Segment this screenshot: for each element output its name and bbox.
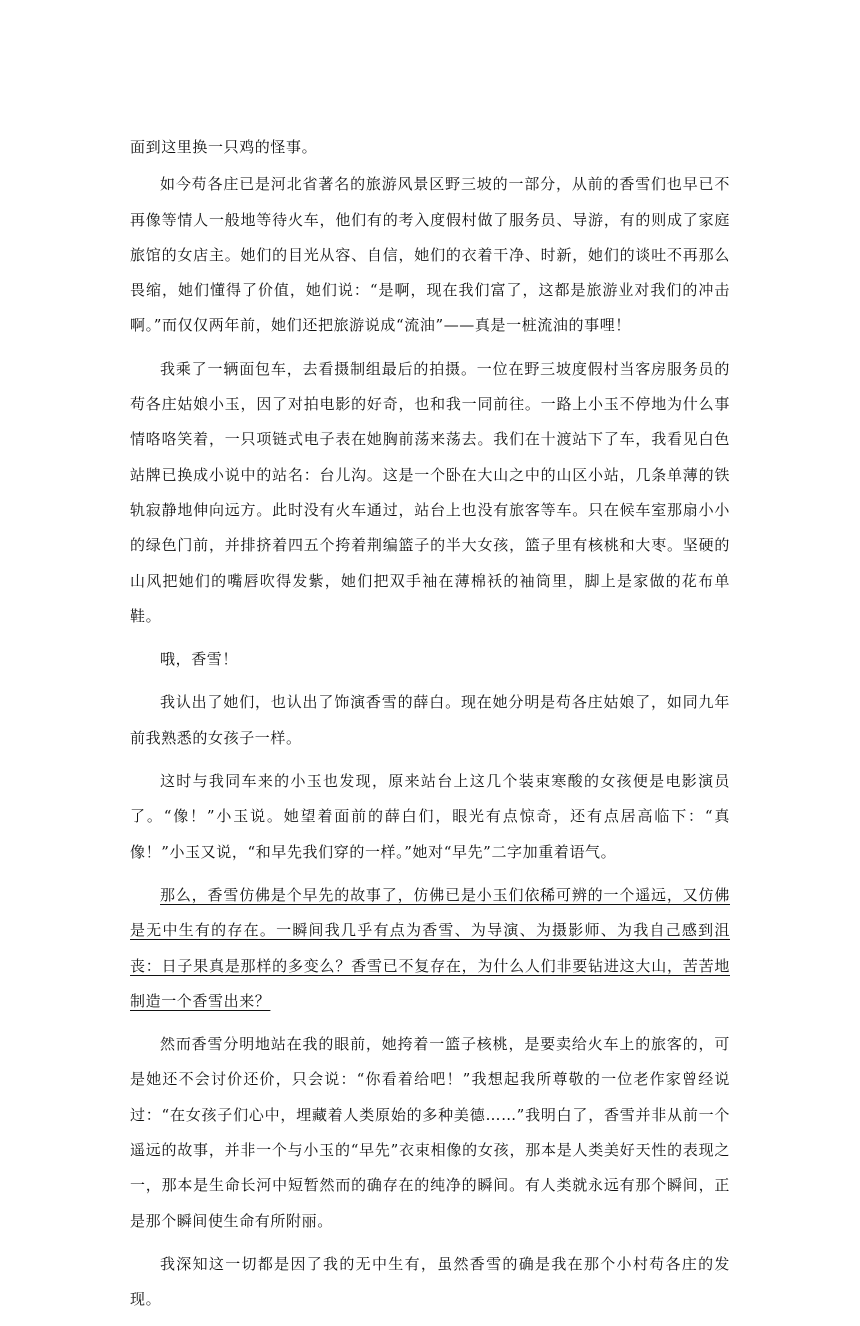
article-body (130, 130, 730, 1326)
paragraph-6-underlined (130, 878, 730, 1019)
paragraph-3: 哦，香雪！ (160, 650, 239, 669)
paragraph-1: 如今苟各庄已是河北省著名的旅游风景区野三坡的一部分，从前的香雪们也早已不再像等情人一般地等待火车，他们有的考入度假村做了服务员、导游，有的则成了家庭旅馆的女店主。她们的目光从容、自信，她们的衣着干净、时新，她们的谈吐不再那么畏缩，她们懂得了价值，她们说：“是啊，现在我们富了，这都是旅游业对我们的冲击啊。”而仅仅两年前，她们还把旅游说成“流油”——真是一桩流油的事哩！ (130, 175, 730, 335)
paragraph-8: 我深知这一切都是因了我的无中生有，虽然香雪的确是我在那个小村苟各庄的发现。 (130, 1254, 730, 1309)
underlined-passage: 那么，香雪仿佛是个早先的故事了，仿佛已是小玉们依稀可辨的一个遥远，又仿佛是无中生有的存在。一瞬间我几乎有点为香雪、为导演、为摄影师、为我自己感到沮丧：日子果真是那样的多变么？香雪已不复存在，为什么人们非要钻进这大山，苦苦地制造一个香雪出来？ (130, 885, 730, 1010)
paragraph-5: 这时与我同车来的小玉也发现，原来站台上这几个装束寒酸的女孩便是电影演员了。“像！”小玉说。她望着面前的薛白们，眼光有点惊奇，还有点居高临下：“真像！”小玉又说，“和早先我们穿的一样。”她对“早先”二字加重着语气。 (130, 772, 730, 861)
paragraph-4: 我认出了她们，也认出了饰演香雪的薛白。现在她分明是苟各庄姑娘了，如同九年前我熟悉的女孩子一样。 (130, 693, 730, 747)
paragraph-0: 面到这里换一只鸡的怪事。 (130, 138, 318, 156)
paragraph-7: 然而香雪分明地站在我的眼前，她挎着一篮子核桃，是要卖给火车上的旅客的，可是她还不会讨价还价，只会说：“你看着给吧！”我想起我所尊敬的一位老作家曾经说过：“在女孩子们心中，埋藏着人类原始的多种美德……”我明白了，香雪并非从前一个遥远的故事，并非一个与小玉的“早先”衣束相像的女孩，那本是人类美好天性的表现之一，那本是生命长河中短暂然而的确存在的纯净的瞬间。有人类就永远有那个瞬间，正是那个瞬间使生命有所附丽。 (130, 1035, 730, 1230)
paragraph-2: 我乘了一辆面包车，去看摄制组最后的拍摄。一位在野三坡度假村当客房服务员的苟各庄姑娘小玉，因了对拍电影的好奇，也和我一同前往。一路上小玉不停地为什么事情咯咯笑着，一只项链式电子表在她胸前荡来荡去。我们在十渡站下了车，我看见白色站牌已换成小说中的站名：台儿沟。这是一个卧在大山之中的山区小站，几条单薄的铁轨寂静地伸向远方。此时没有火车通过，站台上也没有旅客等车。只在候车室那扇小小的绿色门前，并排挤着四五个挎着荆编篮子的半大女孩，篮子里有核桃和大枣。坚硬的山风把她们的嘴唇吹得发紫，她们把双手袖在薄棉袄的袖筒里，脚上是家做的花布单鞋。 (130, 359, 730, 625)
